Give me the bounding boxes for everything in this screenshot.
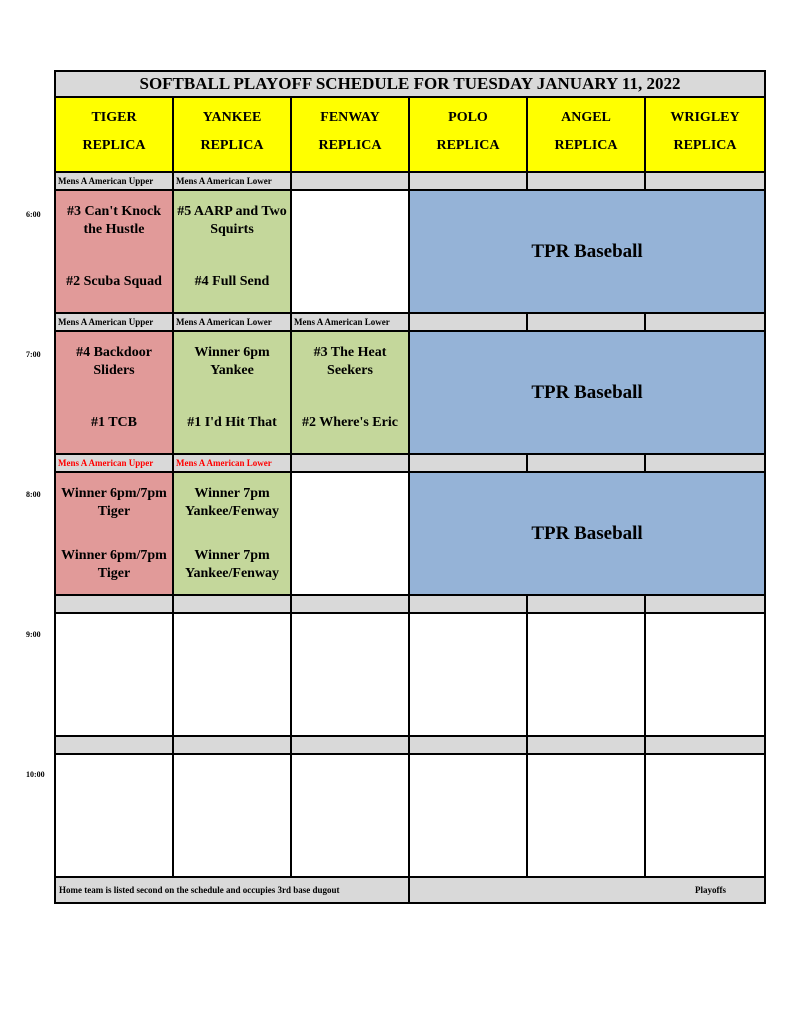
division-label-row-7 bbox=[56, 314, 764, 332]
time-label-6: 6:00 bbox=[26, 210, 41, 219]
time-label-10: 10:00 bbox=[26, 770, 45, 779]
game-cell-tiger: Winner 6pm/7pm Tiger Winner 6pm/7pm Tiger bbox=[56, 473, 174, 594]
field-header-tiger: TIGER REPLICA bbox=[56, 98, 174, 171]
division-label-row-9 bbox=[56, 596, 764, 614]
division-label-row-6 bbox=[56, 173, 764, 191]
field-header-polo: POLO REPLICA bbox=[410, 98, 528, 171]
division-label: Mens A American Upper bbox=[56, 455, 174, 471]
game-row-6 bbox=[56, 191, 764, 314]
time-label-9: 9:00 bbox=[26, 630, 41, 639]
game-row-9 bbox=[56, 614, 764, 737]
time-label-8: 8:00 bbox=[26, 490, 41, 499]
baseball-block: TPR Baseball bbox=[410, 332, 764, 453]
time-label-7: 7:00 bbox=[26, 350, 41, 359]
game-cell-yankee: #5 AARP and Two Squirts #4 Full Send bbox=[174, 191, 292, 312]
game-row-7 bbox=[56, 332, 764, 455]
game-cell-tiger: #3 Can't Knock the Hustle #2 Scuba Squad bbox=[56, 191, 174, 312]
division-label: Mens A American Lower bbox=[174, 173, 292, 189]
division-label: Mens A American Upper bbox=[56, 314, 174, 330]
footer-row bbox=[56, 878, 764, 902]
field-header-yankee: YANKEE REPLICA bbox=[174, 98, 292, 171]
game-cell-fenway bbox=[292, 191, 410, 312]
division-label: Mens A American Lower bbox=[174, 314, 292, 330]
field-header-fenway: FENWAY REPLICA bbox=[292, 98, 410, 171]
game-cell-fenway bbox=[292, 473, 410, 594]
game-cell-fenway: #3 The Heat Seekers #2 Where's Eric bbox=[292, 332, 410, 453]
game-cell-yankee: Winner 7pm Yankee/Fenway Winner 7pm Yankee/Fenway bbox=[174, 473, 292, 594]
game-cell-tiger: #4 Backdoor Sliders #1 TCB bbox=[56, 332, 174, 453]
field-header-angel: ANGEL REPLICA bbox=[528, 98, 646, 171]
schedule-title: SOFTBALL PLAYOFF SCHEDULE FOR TUESDAY JANUARY 11, 2022 bbox=[56, 72, 764, 98]
baseball-block: TPR Baseball bbox=[410, 473, 764, 594]
division-label-row-10 bbox=[56, 737, 764, 755]
game-cell-yankee: Winner 6pm Yankee #1 I'd Hit That bbox=[174, 332, 292, 453]
game-row-10 bbox=[56, 755, 764, 878]
field-header-row bbox=[56, 98, 764, 173]
division-label: Mens A American Upper bbox=[56, 173, 174, 189]
division-label-row-8 bbox=[56, 455, 764, 473]
game-row-8 bbox=[56, 473, 764, 596]
field-header-wrigley: WRIGLEY REPLICA bbox=[646, 98, 764, 171]
baseball-block: TPR Baseball bbox=[410, 191, 764, 312]
footer-playoffs: Playoffs bbox=[410, 878, 764, 902]
division-label: Mens A American Lower bbox=[292, 314, 410, 330]
schedule-table bbox=[54, 70, 766, 904]
footer-note: Home team is listed second on the schedule and occupies 3rd base dugout bbox=[56, 878, 410, 902]
division-label: Mens A American Lower bbox=[174, 455, 292, 471]
